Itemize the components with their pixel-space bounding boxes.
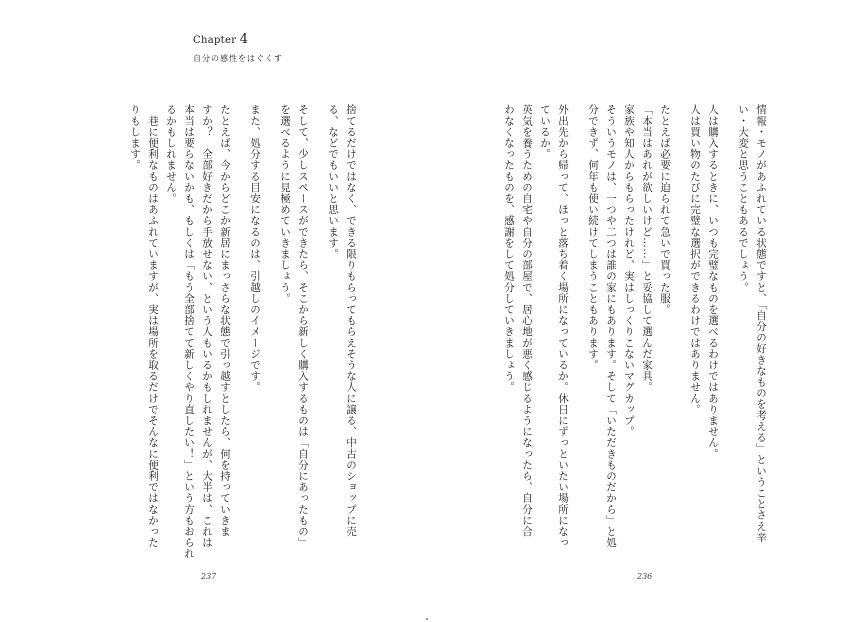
text-line: りもします。 [129, 104, 141, 171]
text-line: る、などでもいいと思います。 [327, 104, 339, 260]
text-line: たとえば必要に迫られて急いで買った服。 [659, 104, 671, 315]
text-line: 本当は要らないかも、もしくは「もう全部捨てて新しくやり直したい！」という方もおられ [183, 104, 195, 560]
text-line: 人は買い物のたびに完璧な選択ができるわけではありません。 [689, 104, 701, 415]
text-line: 英気を養うための自宅や自分の部屋で、居心地が悪く感じるようになったら、自分に合 [521, 104, 533, 537]
text-line: 捨てるだけではなく、できる限りもらってもらえそうな人に譲る、中古のショップに売 [345, 104, 357, 537]
text-line: わなくなったものを、感謝をして処分していきましょう。 [503, 104, 515, 393]
text-line: 分できず、何年も使い続けてしまうこともあります。 [587, 104, 599, 371]
text-line: るかもしれません。 [165, 104, 177, 204]
text-line: を選べるように見極めていきましょう。 [279, 104, 291, 304]
text-line: 「本当はあれが欲しいけど……」と妥協して選んだ家具。 [641, 104, 653, 393]
page-number-left: 237 [201, 572, 217, 581]
chapter-subtitle: 自分の感性をはぐくす [193, 54, 283, 63]
page-number-right: 236 [637, 572, 653, 581]
chapter-heading [193, 32, 283, 47]
text-line: たとえば、今からどこか新居にまっさらな状態で引っ越すとしたら、何を持っていきま [219, 104, 231, 537]
running-header [193, 32, 283, 64]
text-line: また、処分する目安になるのは、引越しのイメージです。 [249, 104, 261, 393]
text-line: 巷に便利なものはあふれていますが、実は場所を取るだけでそんなに便利ではなかった [147, 104, 159, 548]
chapter-label: Chapter [193, 35, 237, 46]
text-line: 人は購入するときに、いつも完璧なものを選べるわけではありません。 [707, 104, 719, 460]
text-line: い・大変と思うこともあるでしょう。 [737, 104, 749, 293]
text-line: そういうモノは、一つや二つは誰の家にもあります。そして「いただきものだから」と処 [605, 104, 617, 548]
text-line: 情報・モノがあふれている状態ですと、「自分の好きなものを考える」ということさえ辛 [755, 104, 767, 543]
text-line: 外出先から帰って、ほっと落ち着く場所になっているか。休日にずっといたい場所になっ [557, 104, 569, 548]
text-line: ているか。 [539, 104, 551, 160]
text-line: 家族や知人からもらったけれど、実はしっくりこないマグカップ。 [623, 104, 635, 437]
text-line: そして、少しスペースができたら、そこから新しく購入するものは「自分にあったもの」 [297, 104, 309, 548]
gutter-mark [426, 618, 428, 620]
chapter-number: 4 [239, 32, 249, 47]
text-line: すか？ 全部好きだから手放せない、という人もいるかもしれませんが、大半は、これは [201, 104, 213, 548]
